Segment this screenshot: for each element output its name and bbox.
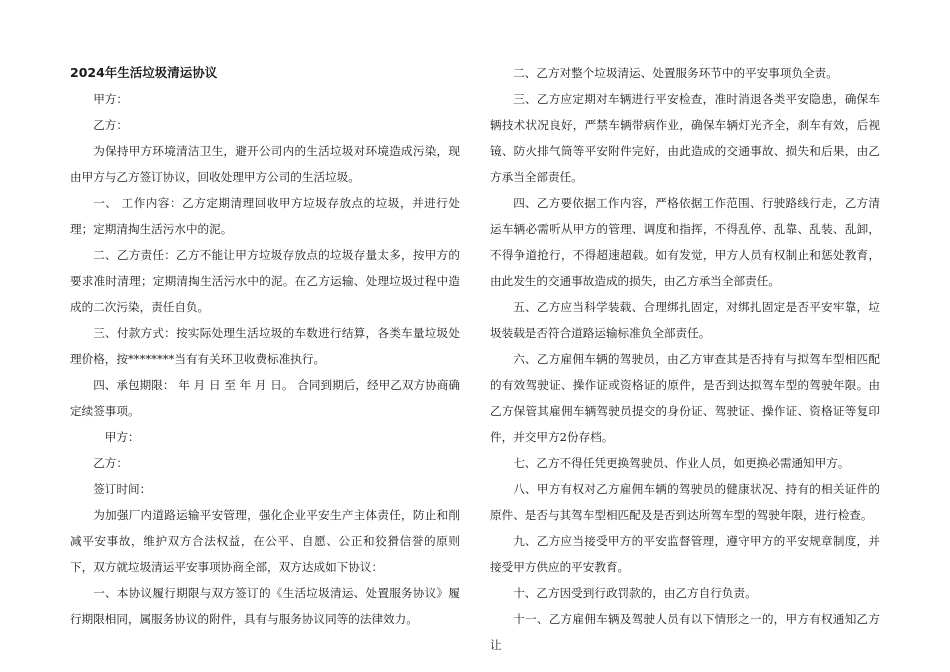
signature-party-a: 甲方： [104,430,140,444]
party-a-label: 甲方： [93,92,128,106]
safety-clause-7: 七、乙方不得任凭更换驾驶员、作业人员，如更换必需通知甲方。 [513,456,850,470]
clause-payment: 三、付款方式：按实际处理生活垃圾的车数进行结算，各类车量垃圾处理价格，按********当有有关环卫收费标准执行。 [70,326,460,366]
signature-party-b: 乙方： [93,456,128,470]
signing-date: 签订时间： [93,482,152,496]
safety-clause-3: 三、乙方应定期对车辆进行平安检查，准时消退各类平安隐患，确保车辆技术状况良好，严禁车辆带病作业，确保车辆灯光齐全，刹车有效，后视镜、防火排气筒等平安附件完好，由此造成的交通事故、损失和后果，由乙方承当全部责任。 [490,92,880,184]
left-column [70,60,460,632]
document-title: 2024年生活垃圾清运协议 [70,65,218,80]
safety-agreement-intro: 为加强厂内道路运输平安管理，强化企业平安生产主体责任，防止和削减平安事故，维护双方合法权益，在公平、自愿、公正和狡猾信誉的原则下，双方就垃圾清运平安事项协商全部，双方达成如下协议： [70,508,460,574]
safety-clause-8: 八、甲方有权对乙方雇佣车辆的驾驶员的健康状况、持有的相关证件的原件、是否与其驾车型相匹配及是否到达所驾车型的驾驶年限，进行检查。 [490,482,880,522]
safety-clause-9: 九、乙方应当接受甲方的平安监督管理，遵守甲方的平安规章制度，并接受甲方供应的平安教育。 [490,534,880,574]
party-b-label: 乙方： [93,118,128,132]
safety-clause-6: 六、乙方雇佣车辆的驾驶员，由乙方审查其是否持有与拟驾车型相匹配的有效驾驶证、操作证或资格证的原件，是否到达拟驾车型的驾驶年限。由乙方保管其雇佣车辆驾驶员提交的身份证、驾驶证、操作证、资格证等复印件，并交甲方2份存档。 [490,352,880,444]
clause-term: 四、承包期限： 年 月 日 至 年 月 日。 合同到期后，经甲乙双方协商确定续签事项。 [70,378,460,418]
safety-clause-10: 十、乙方因受到行政罚款的，由乙方自行负责。 [513,586,757,600]
safety-clause-4: 四、乙方要依据工作内容，严格依据工作范围、行驶路线行走，乙方清运车辆必需听从甲方的管理、调度和指挥，不得乱停、乱靠、乱装、乱卸，不得争道抢行，不得超速超载。如有发觉，甲方人员有权制止和惩处教育，由此发生的交通事故造成的损失，由乙方承当全部责任。 [490,196,880,288]
preamble-paragraph: 为保持甲方环境清洁卫生，避开公司内的生活垃圾对环境造成污染，现由甲方与乙方签订协议，回收处理甲方公司的生活垃圾。 [70,144,460,184]
safety-clause-1: 一、本协议履行期限与双方签订的《生活垃圾清运、处置服务协议》履行期限相同，属服务协议的附件，具有与服务协议同等的法律效力。 [70,586,460,626]
clause-work-content: 一、 工作内容：乙方定期清理回收甲方垃圾存放点的垃圾，并进行处理；定期清掏生活污水中的泥。 [70,196,460,236]
safety-clause-2: 二、乙方对整个垃圾清运、处置服务环节中的平安事项负全责。 [513,66,838,80]
safety-clause-5: 五、乙方应当科学装载、合理绑扎固定，对绑扎固定是否平安牢靠，垃圾装载是否符合道路运输标准负全部责任。 [490,300,880,340]
safety-clause-11: 十一、乙方雇佣车辆及驾驶人员有以下情形之一的，甲方有权通知乙方让 [490,612,880,652]
right-column [490,60,880,658]
clause-responsibility: 二、乙方责任：乙方不能让甲方垃圾存放点的垃圾存量太多，按甲方的要求准时清理；定期清掏生活污水中的泥。在乙方运输、处理垃圾过程中造成的二次污染，责任自负。 [70,248,460,314]
